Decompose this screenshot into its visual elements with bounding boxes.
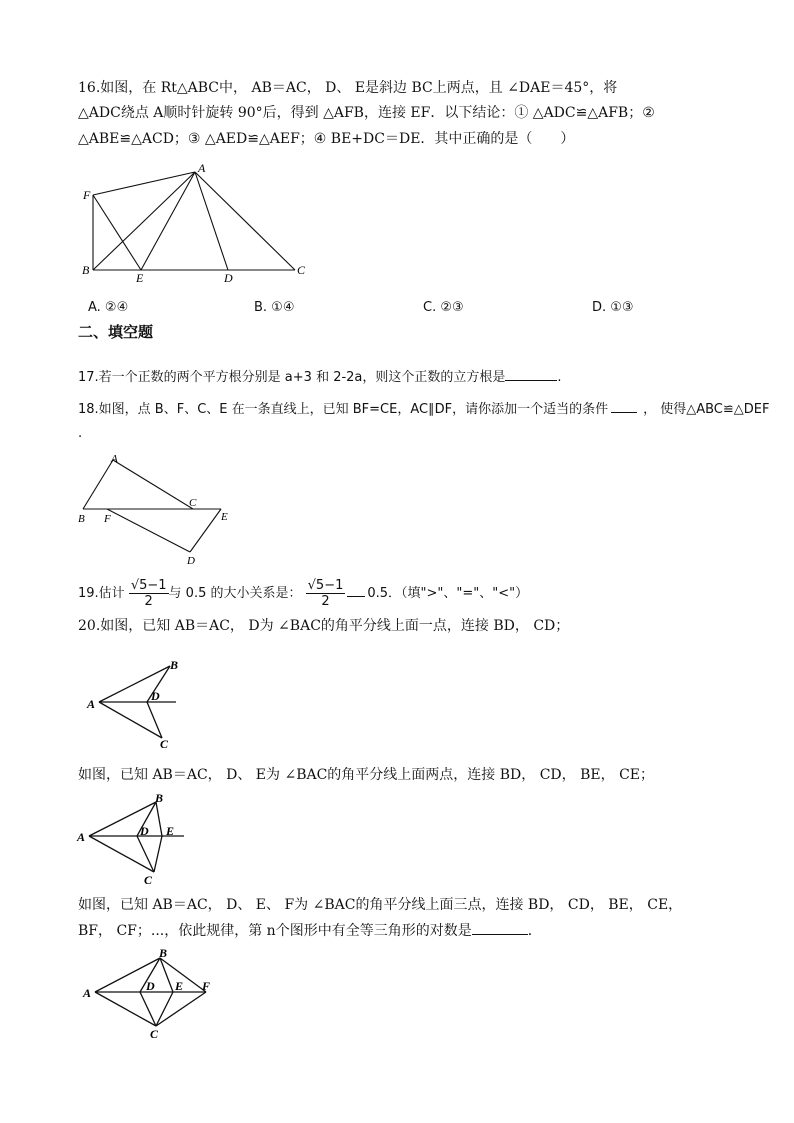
q20-fig2-label-a: A — [77, 830, 86, 844]
q16-option-d[interactable]: D. ①③ — [592, 300, 634, 315]
q19-fraction-1: $\frac{√5-1}{2}$ — [130, 578, 167, 609]
q16-option-a[interactable]: A. ②④ — [88, 300, 129, 315]
q16-label-c: C — [297, 263, 306, 277]
q16-label-a: A — [198, 161, 206, 175]
q20-fig1-label-d: D — [151, 689, 160, 703]
q19-fraction-2: $\frac{√5-1}{2}$ — [307, 578, 344, 609]
q19-mid: 与 0.5 的大小关系是： — [168, 586, 302, 601]
q18-text2: ， 使得△ABC≌△DEF — [643, 402, 770, 417]
q19-prefix: 19.估计 — [78, 586, 125, 601]
q20-line2: 如图，已知 AB＝AC， D、 E为 ∠BAC的角平分线上面两点，连接 BD， CD， BE， CE； — [78, 767, 654, 783]
q18-end: . — [78, 426, 83, 441]
q16-line1: 16.如图，在 Rt△ABC中， AB＝AC， D、 E是斜边 BC上两点，且 ∠DAE＝45°，将 — [78, 80, 618, 96]
q20-fig1-label-a: A — [87, 697, 96, 711]
q18-blank[interactable] — [611, 398, 637, 413]
q17-blank[interactable] — [505, 366, 557, 381]
q16-line2: △ADC绕点 A顺时针旋转 90°后，得到 △AFB，连接 EF．以下结论：① △ADC≌△AFB；② — [78, 105, 655, 121]
q18-label-b: B — [78, 513, 85, 525]
q18-label-d: D — [187, 555, 195, 567]
q20-fig3-label-a: A — [83, 986, 92, 1000]
q19-blank[interactable] — [347, 582, 365, 597]
q20-blank[interactable] — [472, 920, 528, 935]
q16-label-f: F — [83, 188, 91, 202]
q16-label-e: E — [136, 271, 144, 285]
q20-fig3-label-b: B — [159, 946, 168, 960]
q16-line3: △ABE≌△ACD；③ △AED≌△AEF；④ BE+DC＝DE．其中正确的是（ ） — [78, 131, 575, 147]
q20-figure-2 — [74, 790, 194, 890]
q20-fig2-label-c: C — [144, 873, 153, 887]
q18-figure — [75, 452, 245, 572]
q19 — [78, 576, 528, 612]
q20-fig2-label-e: E — [166, 824, 175, 838]
q16-label-d: D — [224, 271, 233, 285]
q18-text: 18.如图，点 B、F、C、E 在一条直线上，已知 BF=CE，AC∥DF，请你添加一个适当的条件 — [78, 402, 609, 417]
q17-end: . — [557, 370, 562, 385]
q16-option-c[interactable]: C. ②③ — [423, 300, 464, 315]
q18-label-a: A — [111, 453, 118, 465]
q16-label-b: B — [82, 263, 90, 277]
q20-fig3-label-f: F — [202, 979, 211, 993]
q18-label-c: C — [189, 497, 197, 509]
q20-line1: 20.如图，已知 AB＝AC， D为 ∠BAC的角平分线上面一点，连接 BD， CD； — [78, 618, 570, 634]
q20-figure-3 — [78, 944, 228, 1044]
q17 — [78, 366, 562, 388]
q20-line4-text: BF， CF；...，依此规律，第 n个图形中有全等三角形的对数是 — [78, 923, 472, 939]
q20-figure-1 — [82, 652, 192, 752]
q18-label-f: F — [104, 513, 111, 525]
q20-fig2-label-d: D — [140, 824, 149, 838]
q20-fig3-label-e: E — [175, 979, 184, 993]
q20-fig3-label-c: C — [150, 1027, 159, 1041]
q16-figure — [78, 160, 318, 285]
q17-text: 17.若一个正数的两个平方根分别是 a+3 和 2-2a，则这个正数的立方根是 — [78, 370, 506, 385]
section-title: 二、填空题 — [78, 323, 154, 341]
q16-option-b[interactable]: B. ①④ — [254, 300, 295, 315]
q20-end: ． — [527, 923, 542, 939]
q20-fig1-label-b: B — [170, 658, 179, 672]
q20-fig1-label-c: C — [160, 737, 169, 751]
q18-label-e: E — [221, 511, 228, 523]
q18 — [78, 398, 769, 420]
q20-fig3-label-d: D — [146, 979, 155, 993]
q20-fig2-label-b: B — [155, 791, 164, 805]
q20-line4 — [78, 920, 542, 941]
q19-suffix: 0.5．（填">"、"="、"<"） — [367, 586, 529, 601]
q20-line3: 如图，已知 AB＝AC， D、 E、 F为 ∠BAC的角平分线上面三点，连接 BD， CD， BE， CE， — [78, 897, 683, 913]
